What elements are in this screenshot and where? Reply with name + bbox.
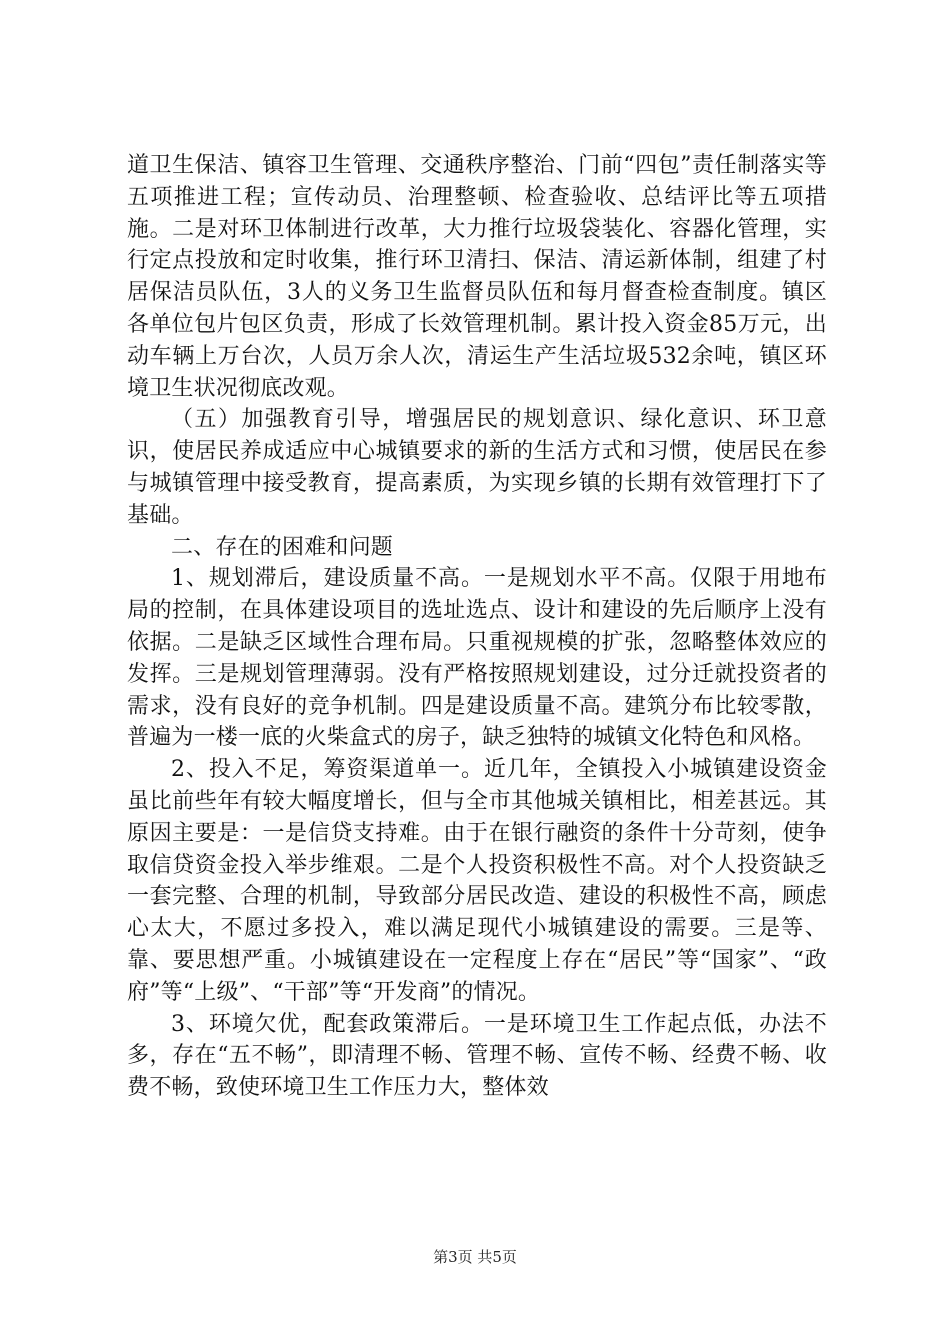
paragraph-insufficient-investment: 2、投入不足，筹资渠道单一。近几年，全镇投入小城镇建设资金虽比前些年有较大幅度增长，但与全市其他城关镇相比，相差甚远。其原因主要是：一是信贷支持难。由于在银行融资的条件十分苛刻，使争取信贷资金投入举步维艰。二是个人投资积极性不高。对个人投资缺乏一套完整、合理的机制，导致部分居民改造、建设的积极性不高，顾虑心太大，不愿过多投入，难以满足现代小城镇建设的需要。三是等、靠、要思想严重。小城镇建设在一定程度上存在“居民”等“国家”、“政府”等“上级”、“干部”等“开发商”的情况。 (127, 757, 827, 1005)
paragraph-environment-policy: 3、环境欠优，配套政策滞后。一是环境卫生工作起点低，办法不多，存在“五不畅”，即清理不畅、管理不畅、宣传不畅、经费不畅、收费不畅，致使环境卫生工作压力大，整体效 (127, 1011, 827, 1101)
section-heading-difficulties: 二、存在的困难和问题 (171, 534, 394, 560)
paragraph-sanitation-reform: 道卫生保洁、镇容卫生管理、交通秩序整治、门前“四包”责任制落实等五项推进工程；宣传动员、治理整顿、检查验收、总结评比等五项措施。二是对环卫体制进行改革，大力推行垃圾袋装化、容器化管理，实行定点投放和定时收集，推行环卫清扫、保洁、清运新体制，组建了村居保洁员队伍，3人的义务卫生监督员队伍和每月督查检查制度。镇区各单位包片包区负责，形成了长效管理机制。累计投入资金85万元，出动车辆上万台次，人员万余人次，清运生产生活垃圾532余吨，镇区环境卫生状况彻底改观。 (127, 153, 827, 401)
paragraph-planning-lag: 1、规划滞后，建设质量不高。一是规划水平不高。仅限于用地布局的控制，在具体建设项目的选址选点、设计和建设的先后顺序上没有依据。二是缺乏区域性合理布局。只重视规模的扩张，忽略整体效应的发挥。三是规划管理薄弱。没有严格按照规划建设，过分迁就投资者的需求，没有良好的竞争机制。四是建设质量不高。建筑分布比较零散，普遍为一楼一底的火柴盒式的房子，缺乏独特的城镇文化特色和风格。 (127, 566, 827, 751)
page-number-footer: 第3页 共5页 (433, 1248, 517, 1266)
document-body (127, 150, 827, 1104)
paragraph-education-guidance: （五）加强教育引导，增强居民的规划意识、绿化意识、环卫意识，使居民养成适应中心城镇要求的新的生活方式和习惯，使居民在参与城镇管理中接受教育，提高素质，为实现乡镇的长期有效管理打下了基础。 (127, 407, 827, 528)
